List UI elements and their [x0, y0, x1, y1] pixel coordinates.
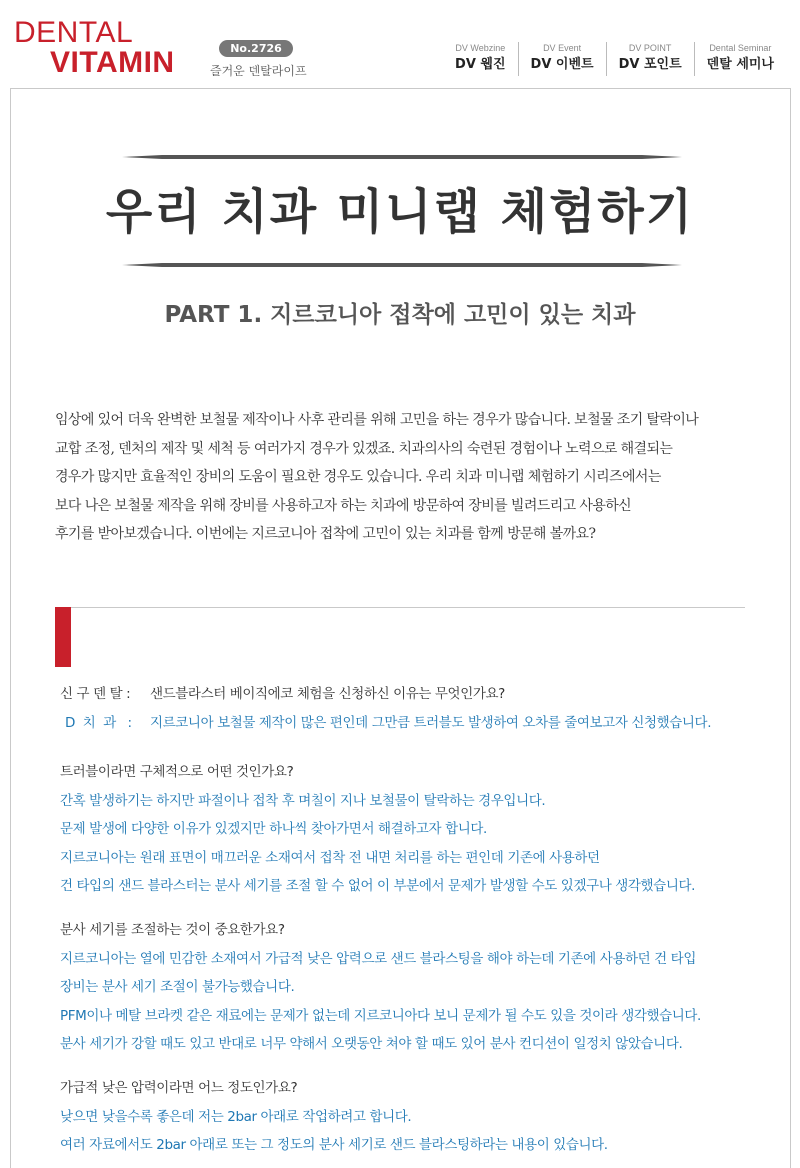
tagline: 즐거운 덴탈라이프	[210, 64, 307, 78]
answer-line: PFM이나 메탈 브라켓 같은 재료에는 문제가 없는데 지르코니아다 보니 문제가 될 수도 있을 것이라 생각했습니다.	[60, 1007, 701, 1024]
section-accent-bar	[55, 607, 71, 667]
answer-line: 문제 발생에 다양한 이유가 있겠지만 하나씩 찾아가면서 해결하고자 합니다.	[60, 821, 487, 837]
top-nav	[443, 42, 786, 76]
logo-word-vitamin: VITAMIN	[50, 46, 175, 79]
nav-sub-label: DV Webzine	[455, 43, 506, 53]
nav-main-label: DV 웹진	[455, 57, 506, 72]
nav-sub-label: DV POINT	[628, 43, 672, 53]
logo-word-dental: DENTAL	[14, 16, 134, 49]
nav-dental-seminar[interactable]	[694, 42, 786, 76]
speaker-label-clinic-q: 신 구 덴 탈 :	[60, 686, 131, 702]
intro-line: 경우가 많지만 효율적인 장비의 도움이 필요한 경우도 있습니다. 우리 치과 미니랩 체험하기 시리즈에서는	[55, 469, 661, 485]
title-rule-bottom	[122, 262, 682, 268]
answer-line: 건 타입의 샌드 블라스터는 분사 세기를 조절 할 수 없어 이 부분에서 문제가 발생할 수도 있겠구나 생각했습니다.	[60, 878, 695, 894]
nav-dv-point[interactable]	[606, 42, 694, 76]
nav-main-label: 덴탈 세미나	[706, 57, 774, 72]
qa-block	[60, 758, 780, 901]
nav-sub-label: DV Event	[543, 43, 582, 53]
title-rule-top	[122, 154, 682, 160]
answer-line: 간혹 발생하기는 하지만 파절이나 접착 후 며칠이 지나 보철물이 탈락하는 경우입니다.	[60, 792, 546, 809]
intro-paragraph	[55, 406, 775, 549]
dental-vitamin-logo[interactable]	[14, 18, 204, 78]
answer-row	[60, 709, 780, 738]
interview-intro-block	[60, 680, 780, 737]
answer-line: 지르코니아는 원래 표면이 매끄러운 소재여서 접착 전 내면 처리를 하는 편인데 기존에 사용하던	[60, 849, 600, 866]
answer-line: 분사 세기가 강할 때도 있고 반대로 너무 약해서 오랫동안 쳐야 할 때도 있어 분사 컨디션이 일정치 않았습니다.	[60, 1036, 683, 1052]
speaker-label-clinic-a: D 치 과 :	[65, 714, 132, 731]
intro-line: 교합 조정, 덴처의 제작 및 세척 등 여러가지 경우가 있겠죠. 치과의사의 숙련된 경험이나 노력으로 해결되는	[55, 440, 673, 457]
intro-line: 후기를 받아보겠습니다. 이번에는 지르코니아 접착에 고민이 있는 치과를 함께 방문해 볼까요?	[55, 526, 596, 542]
nav-dv-event[interactable]	[518, 42, 606, 76]
qa-block	[60, 1074, 780, 1160]
nav-sub-label: Dental Seminar	[709, 43, 772, 53]
question-row	[60, 680, 780, 709]
intro-line: 보다 나은 보철물 제작을 위해 장비를 사용하고자 하는 치과에 방문하여 장비를 빌려드리고 사용하신	[55, 497, 632, 514]
answer-line: 여러 자료에서도 2bar 아래로 또는 그 정도의 분사 세기로 샌드 블라스팅하라는 내용이 있습니다.	[60, 1137, 608, 1153]
nav-main-label: DV 이벤트	[530, 57, 594, 72]
answer-text: 지르코니아 보철물 제작이 많은 편인데 그만큼 트러블도 발생하여 오차를 줄여보고자 신청했습니다.	[150, 714, 712, 731]
question-text: 트러블이라면 구체적으로 어떤 것인가요?	[60, 764, 294, 780]
section-divider	[70, 607, 745, 608]
question-text: 샌드블라스터 베이직에코 체험을 신청하신 이유는 무엇인가요?	[150, 686, 505, 702]
answer-line: 지르코니아는 열에 민감한 소재여서 가급적 낮은 압력으로 샌드 블라스팅을 해야 하는데 기존에 사용하던 건 타입	[60, 950, 696, 967]
issue-number-badge: No.2726	[219, 40, 293, 57]
question-text: 가급적 낮은 압력이라면 어느 정도인가요?	[60, 1080, 298, 1096]
article-subtitle: PART 1. 지르코니아 접착에 고민이 있는 치과	[164, 302, 636, 328]
site-header	[0, 0, 800, 88]
nav-main-label: DV 포인트	[618, 57, 682, 72]
intro-line: 임상에 있어 더욱 완벽한 보철물 제작이나 사후 관리를 위해 고민을 하는 경우가 많습니다. 보철물 조기 탈락이나	[55, 412, 699, 428]
answer-line: 낮으면 낮을수록 좋은데 저는 2bar 아래로 작업하려고 합니다.	[60, 1108, 412, 1125]
question-text: 분사 세기를 조절하는 것이 중요한가요?	[60, 922, 285, 938]
qa-block	[60, 916, 780, 1059]
answer-line: 장비는 분사 세기 조절이 불가능했습니다.	[60, 979, 295, 995]
nav-dv-webzine[interactable]	[443, 42, 518, 76]
article-title: 우리 치과 미니랩 체험하기	[105, 184, 695, 240]
